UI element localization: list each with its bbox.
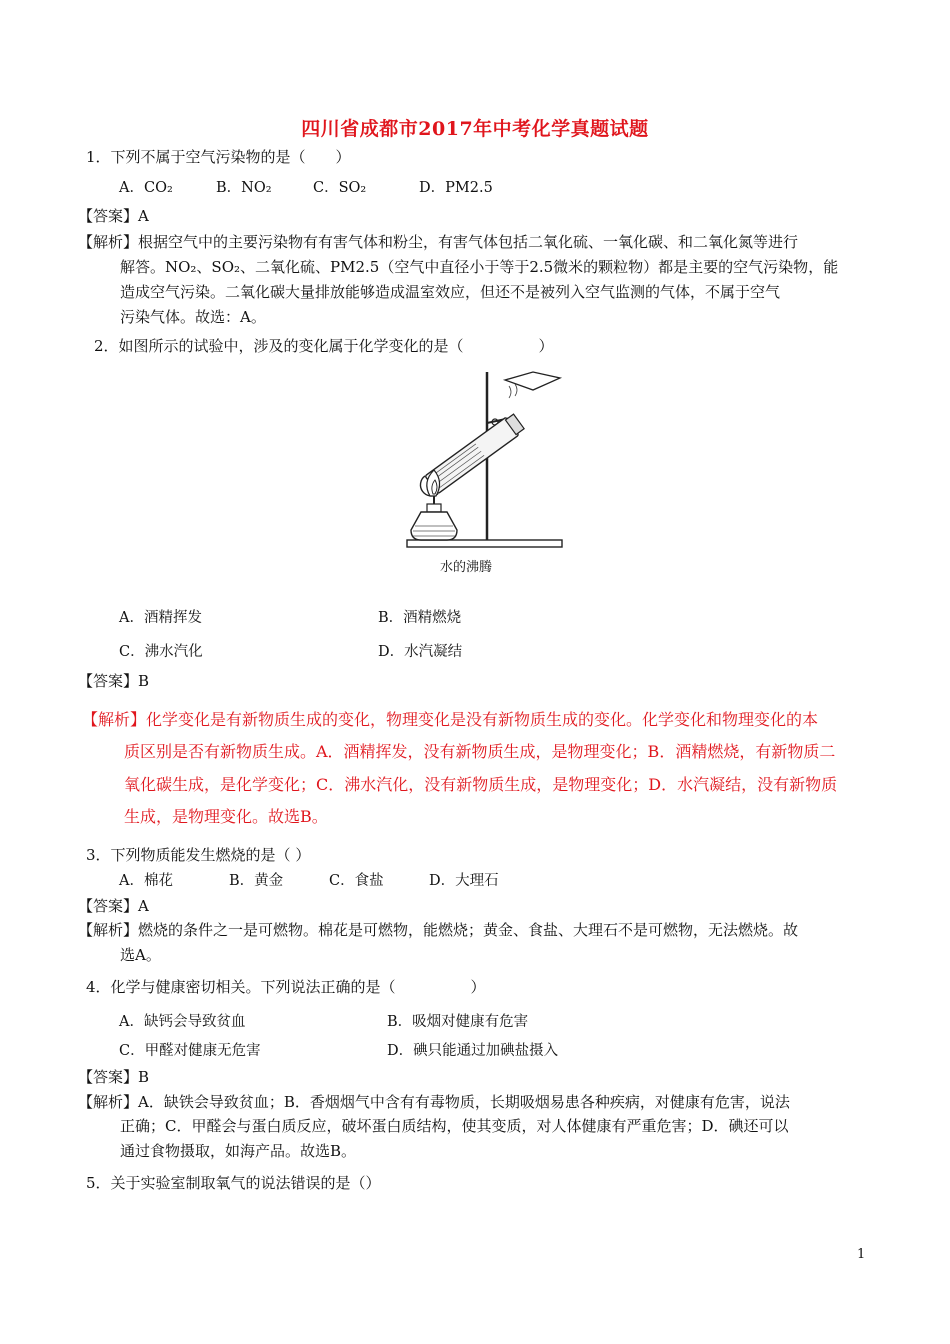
apparatus-illustration <box>405 368 565 558</box>
q2-option-c: C．沸水汽化 <box>119 644 203 660</box>
q1-explanation-line: 污染气体。故选：A。 <box>120 308 266 326</box>
question-4-stem: 4．化学与健康密切相关。下列说法正确的是（ ） <box>86 978 486 996</box>
q2-explanation-line: 氧化碳生成，是化学变化；C．沸水汽化，没有新物质生成，是物理变化；D．水汽凝结，没有新物质 <box>124 775 838 794</box>
q3-option-d: D．大理石 <box>429 873 499 889</box>
q4-explanation-line: 通过食物摄取，如海产品。故选B。 <box>120 1142 357 1160</box>
q2-explanation-line: 【解析】化学变化是有新物质生成的变化，物理变化是没有新物质生成的变化。化学变化和物理变化的本 <box>82 710 819 729</box>
q4-option-b: B．吸烟对健康有危害 <box>387 1014 529 1030</box>
q3-option-b: B．黄金 <box>229 873 284 889</box>
q2-explanation-line: 质区别是否有新物质生成。A．酒精挥发，没有新物质生成，是物理变化；B．酒精燃烧，有新物质二 <box>124 742 836 761</box>
q1-explanation-line: 【解析】根据空气中的主要污染物有有害气体和粉尘，有害气体包括二氧化硫、一氧化碳、和二氧化氮等进行 <box>78 233 799 251</box>
q2-option-a: A．酒精挥发 <box>119 610 202 626</box>
q1-option-b: B．NO₂ <box>216 180 272 196</box>
q1-explanation-line: 造成空气污染。二氧化碳大量排放能够造成温室效应，但还不是被列入空气监测的气体，不属于空气 <box>120 283 781 301</box>
q1-option-c: C．SO₂ <box>313 180 367 196</box>
q1-option-d: D．PM2.5 <box>419 180 493 196</box>
q4-explanation-line: 【解析】A．缺铁会导致贫血；B．香烟烟气中含有有毒物质，长期吸烟易患各种疾病，对健康有危害，说法 <box>78 1093 790 1111</box>
q4-option-d: D．碘只能通过加碘盐摄入 <box>387 1043 559 1059</box>
boiling-water-figure <box>405 368 565 578</box>
q4-option-c: C．甲醛对健康无危害 <box>119 1043 261 1059</box>
q4-option-a: A．缺钙会导致贫血 <box>119 1014 246 1030</box>
q3-option-a: A．棉花 <box>119 873 173 889</box>
q2-explanation-line: 生成，是物理变化。故选B。 <box>124 807 328 826</box>
q1-answer: 【答案】A <box>78 207 149 225</box>
question-1-stem: 1．下列不属于空气污染物的是（ ） <box>86 148 351 166</box>
q1-explanation-line: 解答。NO₂、SO₂、二氧化硫、PM2.5（空气中直径小于等于2.5微米的颗粒物）都是主要的空气污染物，能 <box>120 258 839 276</box>
page-number: 1 <box>857 1247 866 1262</box>
q4-explanation-line: 正确；C．甲醛会与蛋白质反应，破坏蛋白质结构，使其变质，对人体健康有严重危害；D．碘还可以 <box>120 1117 789 1135</box>
q3-explanation-line: 选A。 <box>120 946 161 964</box>
q1-option-a: A．CO₂ <box>119 180 173 196</box>
page-title: 四川省成都市2017年中考化学真题试题 <box>301 118 649 140</box>
q4-answer: 【答案】B <box>78 1068 150 1086</box>
question-2-stem: 2．如图所示的试验中，涉及的变化属于化学变化的是（ ） <box>94 337 554 355</box>
q3-explanation-line: 【解析】燃烧的条件之一是可燃物。棉花是可燃物，能燃烧；黄金、食盐、大理石不是可燃物，无法燃烧。故 <box>78 921 799 939</box>
q2-answer: 【答案】B <box>78 672 150 690</box>
q3-option-c: C．食盐 <box>329 873 384 889</box>
figure-caption: 水的沸腾 <box>440 560 493 575</box>
q3-answer: 【答案】A <box>78 897 149 915</box>
q2-option-d: D．水汽凝结 <box>378 644 463 660</box>
question-5-stem: 5．关于实验室制取氧气的说法错误的是（） <box>86 1174 381 1192</box>
question-3-stem: 3．下列物质能发生燃烧的是（ ） <box>86 846 311 864</box>
q2-option-b: B．酒精燃烧 <box>378 610 462 626</box>
